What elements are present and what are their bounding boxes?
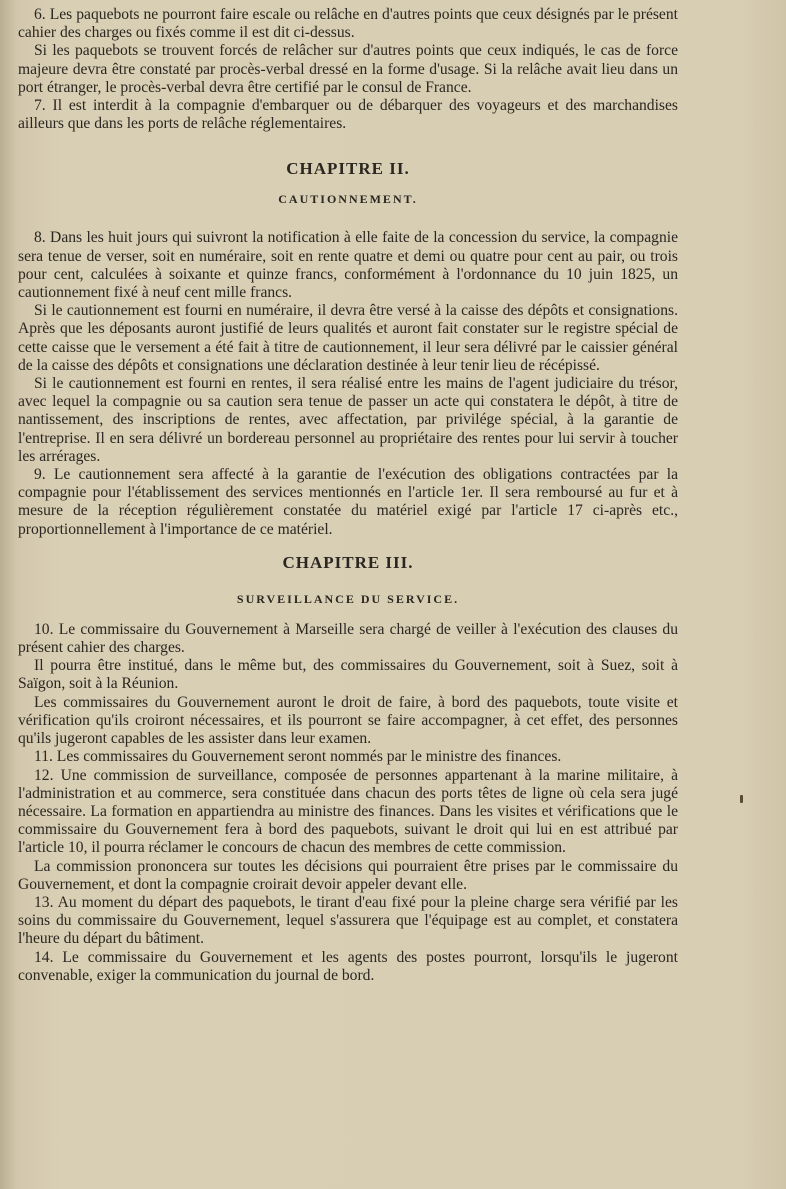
article-7: 7. Il est interdit à la compagnie d'embarquer ou de débarquer des voyageurs et des marchandises ailleurs que dans les ports de relâche réglementaires. <box>18 97 678 133</box>
paragraph-commission: La commission prononcera sur toutes les décisions qui pourraient être prises par le commissaire du Gouvernement, et dont la compagnie croirait devoir appeler devant elle. <box>18 857 678 893</box>
article-13: 13. Au moment du départ des paquebots, le tirant d'eau fixé pour la pleine charge sera vérifié par les soins du commissaire du Gouvernement, lequel s'assurera que l'équipage est au complet, et constatera l'heure du départ du bâtiment. <box>18 893 678 948</box>
paragraph-visites: Les commissaires du Gouvernement auront le droit de faire, à bord des paquebots, toute visite et vérification qu'ils croiront nécessaires, et ils pourront se faire accompagner, à cet effet, des personnes qu'ils jugeront capables de les assister dans leur examen. <box>18 693 678 748</box>
chapter-3-title: CHAPITRE III. <box>282 552 414 572</box>
page-text <box>18 6 678 985</box>
article-8: 8. Dans les huit jours qui suivront la notification à elle faite de la concession du service, la compagnie sera tenue de verser, soit en numéraire, soit en rente quatre et demi ou quatre pour cent au pair, ou trois pour cent, calculées à soixante et quinze francs, conformément à l'ordonnance du 10 juin 1825, un cautionnement fixé à neuf cent mille francs. <box>18 229 678 302</box>
article-12: 12. Une commission de surveillance, composée de personnes appartenant à la marine militaire, à l'administration et au commerce, sera constituée dans chacun des ports têtes de ligne où cela sera jugé nécessaire. La formation en appartiendra au ministre des finances. Dans les visites et vérifications que le commissaire du Gouvernement fera à bord des paquebots, suivant le droit qui lui en est attribué par l'article 10, il pourra réclamer le concours de chacun des membres de cette commission. <box>18 766 678 857</box>
article-14: 14. Le commissaire du Gouvernement et les agents des postes pourront, lorsqu'ils le jugeront convenable, exiger la communication du journal de bord. <box>18 948 678 984</box>
chapter-2-subtitle: CAUTIONNEMENT. <box>278 192 418 207</box>
paragraph-numeraire: Si le cautionnement est fourni en numéraire, il devra être versé à la caisse des dépôts et consignations. Après que les déposants auront justifié de leurs qualités et auront fait constater sur le registre spécial de cette caisse que le versement a été fait à titre de cautionnement, il leur sera délivré par le caissier général de la caisse des dépôts et consignations une déclaration destinée à leur tenir lieu de récépissé. <box>18 302 678 374</box>
article-6: 6. Les paquebots ne pourront faire escale ou relâche en d'autres points que ceux désignés par le présent cahier des charges ou fixés comme il est dit ci-dessus. <box>18 6 678 42</box>
paragraph-relache: Si les paquebots se trouvent forcés de relâcher sur d'autres points que ceux indiqués, le cas de force majeure devra être constaté par procès-verbal dressé en la forme d'usage. Si la relâche avait lieu dans un port étranger, le procès-verbal devra être certifié par le consul de France. <box>18 42 678 96</box>
chapter-2-title: CHAPITRE II. <box>286 159 410 179</box>
article-10: 10. Le commissaire du Gouvernement à Marseille sera chargé de veiller à l'exécution des clauses du présent cahier des charges. <box>18 620 678 657</box>
article-9: 9. Le cautionnement sera affecté à la garantie de l'exécution des obligations contractées par la compagnie pour l'établissement des services mentionnés en l'article 1er. Il sera remboursé au fur et à mesure de la réception régulièrement constatée du matériel exigé par l'article 17 ci-après etc., proportionnellement à l'importance de ce matériel. <box>18 466 678 538</box>
chapter-3-subtitle: SURVEILLANCE DU SERVICE. <box>236 591 460 606</box>
paragraph-rentes: Si le cautionnement est fourni en rentes, il sera réalisé entre les mains de l'agent judiciaire du trésor, avec lequel la compagnie ou sa caution sera tenue de passer un acte qui constatera le dépôt, à titre de nantissement, des inscriptions de rentes, avec affectation, par privilége spécial, à la garantie de l'entreprise. Il en sera délivré un bordereau personnel au propriétaire des rentes pour lui servir à toucher les arrérages. <box>18 375 678 465</box>
ink-speck <box>740 795 743 803</box>
paragraph-institue: Il pourra être institué, dans le même but, des commissaires du Gouvernement, soit à Suez, soit à Saïgon, soit à la Réunion. <box>18 657 678 693</box>
article-11: 11. Les commissaires du Gouvernement seront nommés par le ministre des finances. <box>34 748 562 766</box>
